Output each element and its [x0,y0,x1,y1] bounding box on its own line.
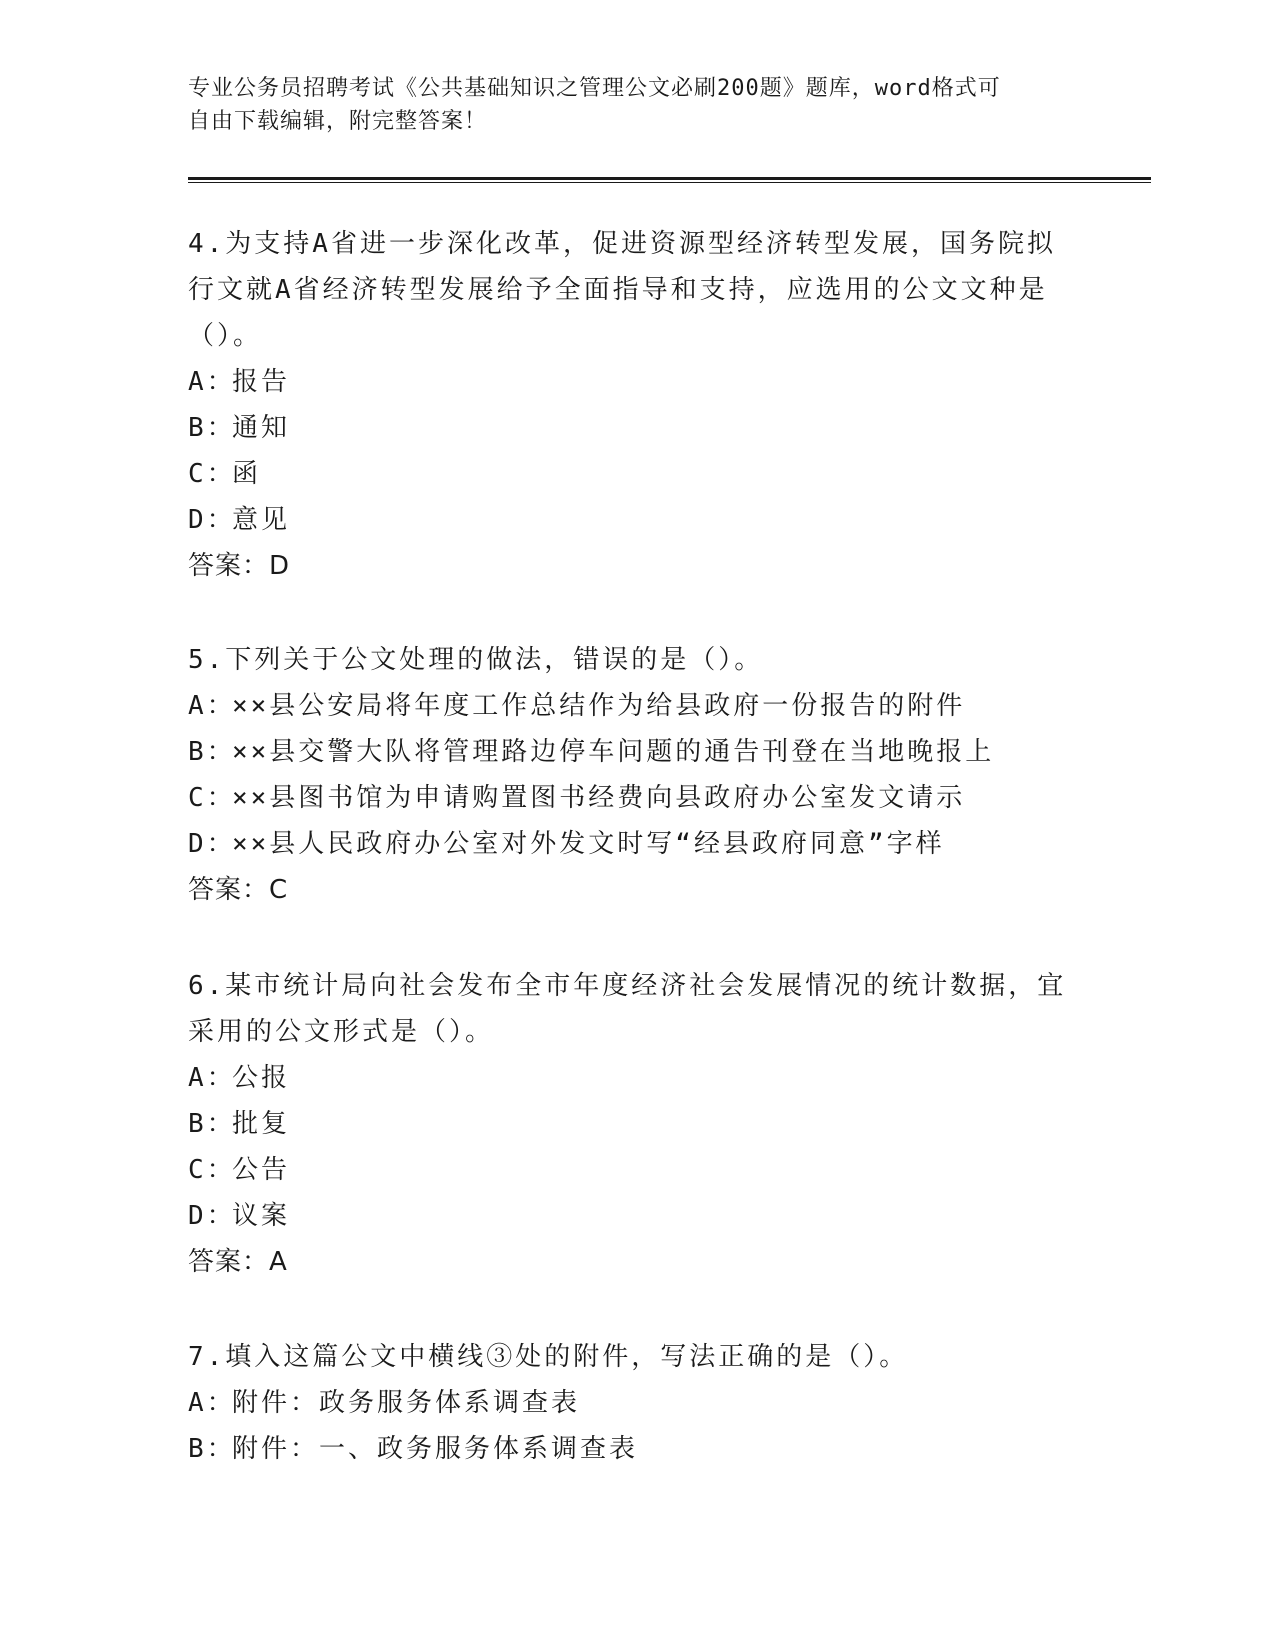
answer: 答案：A [188,1247,288,1277]
option-text: ××县图书馆为申请购置图书经费向县政府办公室发文请示 [232,783,966,813]
answer: 答案：D [188,551,291,581]
option-text: 公报 [232,1063,291,1093]
option-letter: A： [188,1063,236,1093]
question-stem-line: 6.某市统计局向社会发布全市年度经济社会发展情况的统计数据，宜 [188,971,1067,1001]
question-stem-line: 7.填入这篇公文中横线③处的附件，写法正确的是（）。 [188,1342,909,1372]
answer: 答案：C [188,875,289,905]
option-letter: A： [188,691,236,721]
option-letter: D： [188,1201,236,1231]
option-text: 报告 [232,367,291,397]
option-letter: A： [188,1388,236,1418]
question-stem-line: 行文就A省经济转型发展给予全面指导和支持，应选用的公文文种是 [188,275,1048,305]
option-b [188,1426,1088,1472]
option-d [188,821,1088,867]
option-a [188,1055,1088,1101]
option-text: 意见 [232,505,291,535]
option-b [188,729,1088,775]
option-text: 函 [232,459,262,489]
option-letter: A： [188,367,236,397]
question-stem-line: 5.下列关于公文处理的做法，错误的是（）。 [188,645,764,675]
option-letter: B： [188,413,236,443]
document-header [188,72,1088,138]
question-stem-line: （）。 [188,321,263,351]
option-a [188,683,1088,729]
option-b [188,405,1088,451]
question-7 [188,1334,1088,1472]
question-stem-line: 4.为支持A省进一步深化改革，促进资源型经济转型发展，国务院拟 [188,229,1056,259]
option-letter: D： [188,505,236,535]
option-text: 附件：政务服务体系调查表 [232,1388,581,1418]
option-d [188,1193,1088,1239]
option-text: 附件：一、政务服务体系调查表 [232,1434,639,1464]
option-text: ××县交警大队将管理路边停车问题的通告刊登在当地晚报上 [232,737,995,767]
header-divider-thin [188,182,1151,183]
option-c [188,1147,1088,1193]
option-letter: C： [188,783,236,813]
option-text: 通知 [232,413,291,443]
option-c [188,451,1088,497]
option-a [188,1380,1088,1426]
option-text: 公告 [232,1155,291,1185]
option-text: ××县人民政府办公室对外发文时写“经县政府同意”字样 [232,829,945,859]
option-b [188,1101,1088,1147]
header-divider-thick [188,177,1151,180]
question-5 [188,637,1088,913]
option-a [188,359,1088,405]
question-stem-line: 采用的公文形式是（）。 [188,1017,495,1047]
header-line-2: 自由下载编辑，附完整答案！ [188,109,488,134]
option-letter: B： [188,1109,236,1139]
option-c [188,775,1088,821]
option-letter: C： [188,1155,236,1185]
question-4 [188,221,1088,589]
question-6 [188,963,1088,1285]
option-letter: B： [188,1434,236,1464]
option-text: 批复 [232,1109,291,1139]
option-text: ××县公安局将年度工作总结作为给县政府一份报告的附件 [232,691,966,721]
option-d [188,497,1088,543]
option-letter: C： [188,459,236,489]
option-text: 议案 [232,1201,291,1231]
option-letter: B： [188,737,236,767]
header-line-1: 专业公务员招聘考试《公共基础知识之管理公文必刷200题》题库，word格式可 [188,76,1001,101]
option-letter: D： [188,829,236,859]
